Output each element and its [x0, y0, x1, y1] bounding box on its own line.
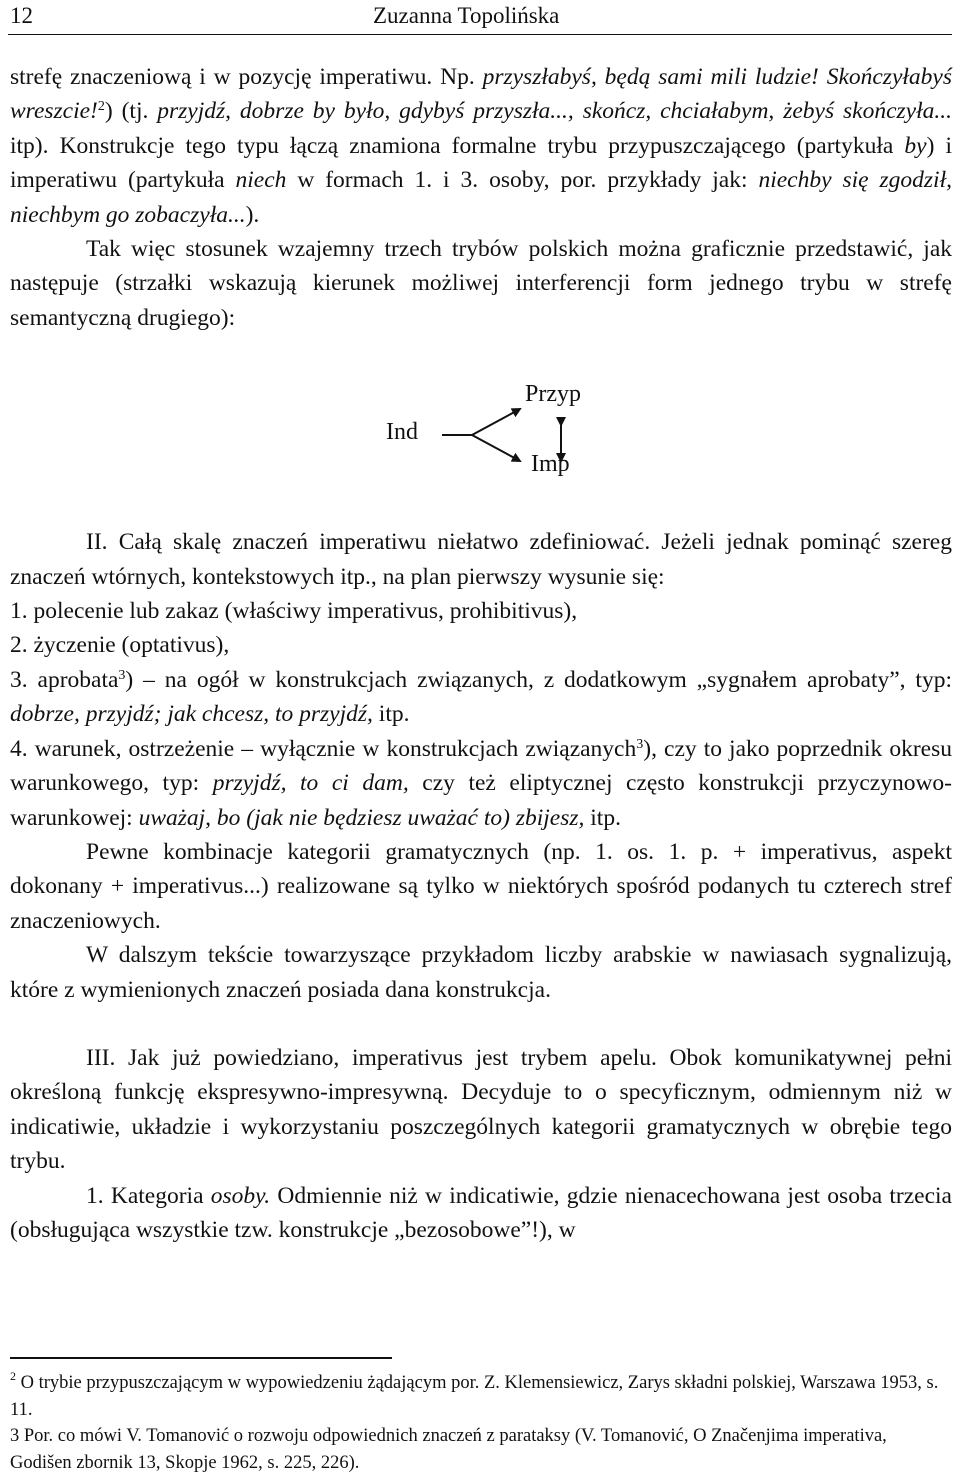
page-header [8, 0, 952, 35]
section-2-paragraph-3: W dalszym tekście towarzyszące przykładom liczby arabskie w nawiasach sygnalizują, które z wymienionych znaczeń posiada dana konstrukcja. [10, 942, 952, 1003]
section-3-paragraph-2: 1. Kategoria osoby. Odmiennie niż w indicatiwie, gdzie nienacechowana jest osoba trzecia (obsługująca wszystkie tzw. konstrukcje „bezosobowe”!), w [10, 1182, 952, 1243]
footnote-ref-3: 3 [118, 667, 126, 683]
footnote-2: $^2$ O trybie przypuszczającym w wypowiedzeniu żądającym por. Z. Klemensiewicz, Zarys składni polskiej, Warszawa 1953, s. 11. [10, 1369, 939, 1420]
arrow-to-przyp [472, 409, 520, 435]
section-2-paragraph-2: Pewne kombinacje kategorii gramatycznych (np. 1. os. 1. p. + imperativus, aspekt dokonany + imperativus...) realizowane są tylko w niektórych spośród podanych tu czterech stref znaczeniowych. [10, 838, 952, 934]
list-item-2: 2. życzenie (optativus), [10, 632, 230, 659]
footnote-rule [10, 1357, 392, 1359]
footnote-3: 3 Por. co mówi V. Tomanović o rozwoju odpowiednich znaczeń z parataksy (V. Tomanović, O Značenjima imperativa, Godišen zbornik 13, Skopje 1962, s. 225, 226). [10, 1426, 887, 1473]
list-item-3: 3. aprobata$^3$) – na ogół w konstrukcjach związanych, z dodatkowym „sygnałem aprobaty”, typ: dobrze, przyjdź; jak chcesz, to przyjdź, itp. [10, 666, 952, 728]
section-2-intro: II. Całą skalę znaczeń imperatiwu niełatwo zdefiniować. Jeżeli jednak pominąć szereg znaczeń wtórnych, kontekstowych itp., na plan pierwszy wysunie się: [10, 529, 952, 590]
list-item-4: 4. warunek, ostrzeżenie – wyłącznie w konstrukcjach związanych$^3$), czy to jako poprzednik okresu warunkowego, typ: przyjdź, to ci dam, czy też eliptycznej często konstrukcji przyczynowo-warunkowej: uważaj, bo (jak nie będziesz uważać to) zbijesz, itp. [10, 735, 953, 831]
section-3-intro: III. Jak już powiedziano, imperativus jest trybem apelu. Obok komunikatywnej pełni określoną funkcję ekspresywno-impresywną. Decyduje to o specyficznym, odmiennym niż w indicatiwie, układzie i wykorzystaniu poszczególnych kategorii gramatycznych w obrębie tego trybu. [10, 1044, 952, 1175]
label-ind: Ind [386, 419, 418, 446]
mood-diagram-arrows [10, 335, 952, 525]
arrow-to-imp [472, 435, 520, 461]
page-number: 12 [10, 3, 33, 28]
footnote-2-number: 2 [10, 1369, 16, 1383]
body-text [10, 60, 952, 1247]
label-przyp: Przyp [525, 381, 581, 408]
mood-diagram [10, 335, 952, 525]
footnotes [10, 1370, 952, 1476]
list-item-1: 1. polecenie lub zakaz (właściwy imperativus, prohibitivus), [10, 598, 578, 625]
footnote-3-number: 3 [10, 1426, 20, 1446]
paragraph-2: Tak więc stosunek wzajemny trzech trybów polskich można graficznie przedstawić, jak następuje (strzałki wskazują kierunek możliwej interferencji form jednego trybu w strefę semantyczną drugiego): [10, 236, 952, 331]
running-head: Zuzanna Topolińska [373, 3, 560, 28]
label-imp: Imp [531, 451, 570, 478]
footnote-ref-2: 2 [97, 99, 105, 115]
paragraph-1: strefę znaczeniową i w pozycję imperatiwu. Np. przyszłabyś, będą sami mili ludzie! Skończyłabyś wreszcie!$^2$) (tj. przyjdź, dobrze by było, gdybyś przyszła..., skończ, chciałabym, żebyś skończyła... itp). Konstrukcje tego typu łączą znamiona formalne trybu przypuszczającego (partykuła by) i imperatiwu (partykuła niech w formach 1. i 3. osoby, por. przykłady jak: niechby się zgodził, niechbym go zobaczyła...). [10, 64, 952, 228]
footnote-ref-3b: 3 [636, 736, 644, 752]
